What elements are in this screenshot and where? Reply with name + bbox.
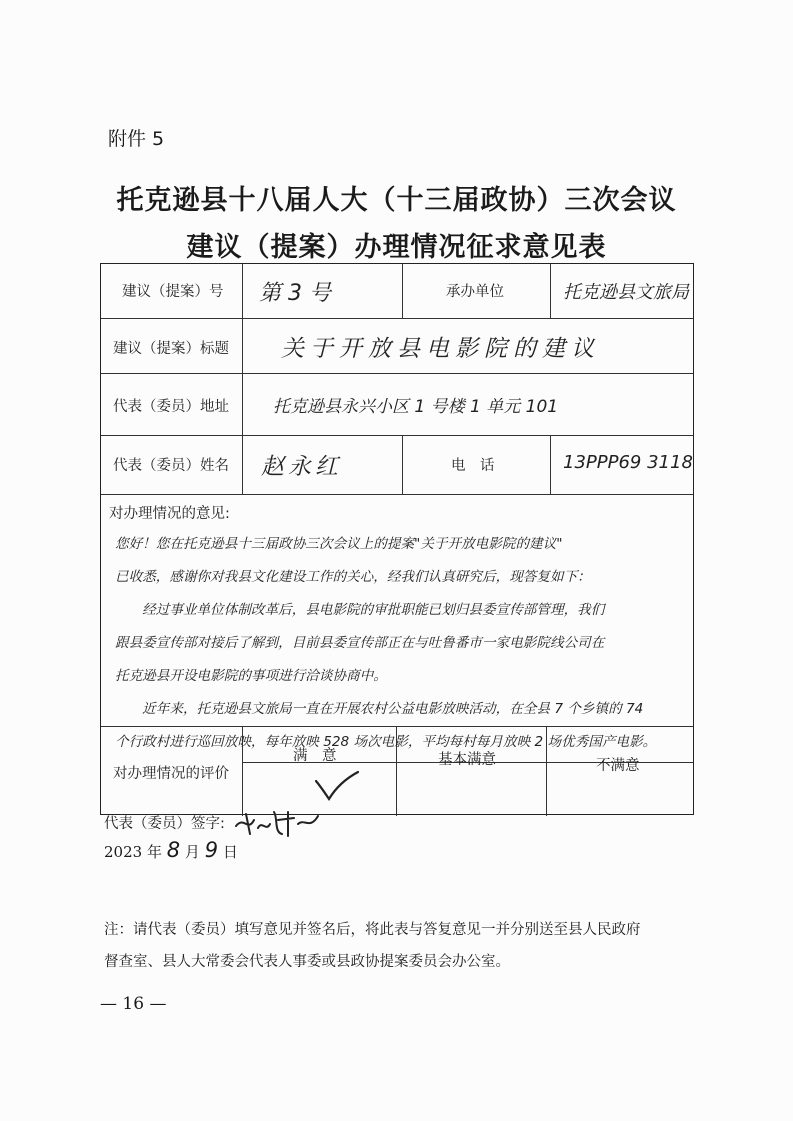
page-number: — 16 — [100, 994, 167, 1014]
proposal-number-value: 第 3 号 [259, 281, 331, 306]
column-divider [550, 435, 551, 494]
opinion-line: 个行政村进行巡回放映，每年放映 528 场次电影，平均每村每月放映 2 场优秀国产电影。 [115, 734, 657, 750]
opinion-form-table [100, 263, 694, 815]
handling-unit-label: 承办单位 [446, 284, 504, 300]
footnote-line1: 注：请代表（委员）填写意见并签名后，将此表与答复意见一并分别送至县人民政府 [104, 922, 641, 938]
phone-value: 13PPP69 3118 [563, 452, 693, 473]
option-basically-satisfied[interactable]: 基本满意 [438, 752, 496, 768]
name-value: 赵永红 [261, 454, 342, 480]
checkmark-icon [313, 769, 361, 803]
column-divider [402, 435, 403, 494]
column-divider [402, 264, 403, 318]
address-value: 托克逊县永兴小区 1 号楼 1 单元 101 [273, 397, 559, 417]
proposal-number-label: 建议（提案）号 [122, 284, 224, 300]
document-title-line2: 建议（提案）办理情况征求意见表 [186, 232, 607, 263]
address-label: 代表（委员）地址 [113, 399, 229, 415]
date-month: 8 [166, 838, 181, 862]
opinion-line: 近年来，托克逊县文旅局一直在开展农村公益电影放映活动，在全县 7 个乡镇的 74 [115, 701, 644, 717]
signature-date [104, 838, 238, 862]
proposal-title-value: 关于开放县电影院的建议 [281, 336, 600, 362]
date-day: 9 [204, 838, 219, 862]
annex-label: 附件 5 [108, 128, 165, 150]
signature-image [232, 806, 322, 846]
evaluation-label: 对办理情况的评价 [113, 766, 229, 782]
row-divider [101, 494, 693, 495]
column-divider [550, 264, 551, 318]
date-month-unit: 月 [184, 843, 200, 861]
date-year: 2023 [104, 843, 143, 861]
row-divider [101, 318, 693, 319]
opinion-line: 经过事业单位体制改革后，县电影院的审批职能已划归县委宣传部管理，我们 [115, 602, 605, 618]
phone-label: 电 话 [451, 458, 495, 474]
document-title-line1: 托克逊县十八届人大（十三届政协）三次会议 [116, 185, 677, 216]
opinion-text [115, 528, 687, 759]
row-divider [101, 435, 693, 436]
row-divider [101, 373, 693, 374]
opinion-line: 已收悉，感谢你对我县文化建设工作的关心，经我们认真研究后，现答复如下： [115, 569, 591, 585]
column-divider [242, 264, 243, 494]
opinion-line: 跟县委宣传部对接后了解到，目前县委宣传部正在与吐鲁番市一家电影院线公司在 [115, 635, 605, 651]
signature-label: 代表（委员）签字: [104, 816, 225, 832]
handling-unit-value: 托克逊县文旅局 [563, 282, 689, 303]
date-day-unit: 日 [222, 843, 238, 861]
opinion-label: 对办理情况的意见: [109, 506, 230, 522]
name-label: 代表（委员）姓名 [113, 458, 229, 474]
opinion-line: 托克逊县开设电影院的事项进行洽谈协商中。 [115, 668, 387, 684]
opinion-line: 您好！您在托克逊县十三届政协三次会议上的提案"关于开放电影院的建议" [115, 536, 563, 552]
option-satisfied[interactable]: 满 意 [293, 748, 337, 764]
option-unsatisfied[interactable]: 不满意 [596, 758, 640, 774]
footnote-line2: 督查室、县人大常委会代表人事委或县政协提案委员会办公室。 [104, 954, 510, 970]
date-year-unit: 年 [146, 843, 162, 861]
proposal-title-label: 建议（提案）标题 [113, 341, 229, 357]
